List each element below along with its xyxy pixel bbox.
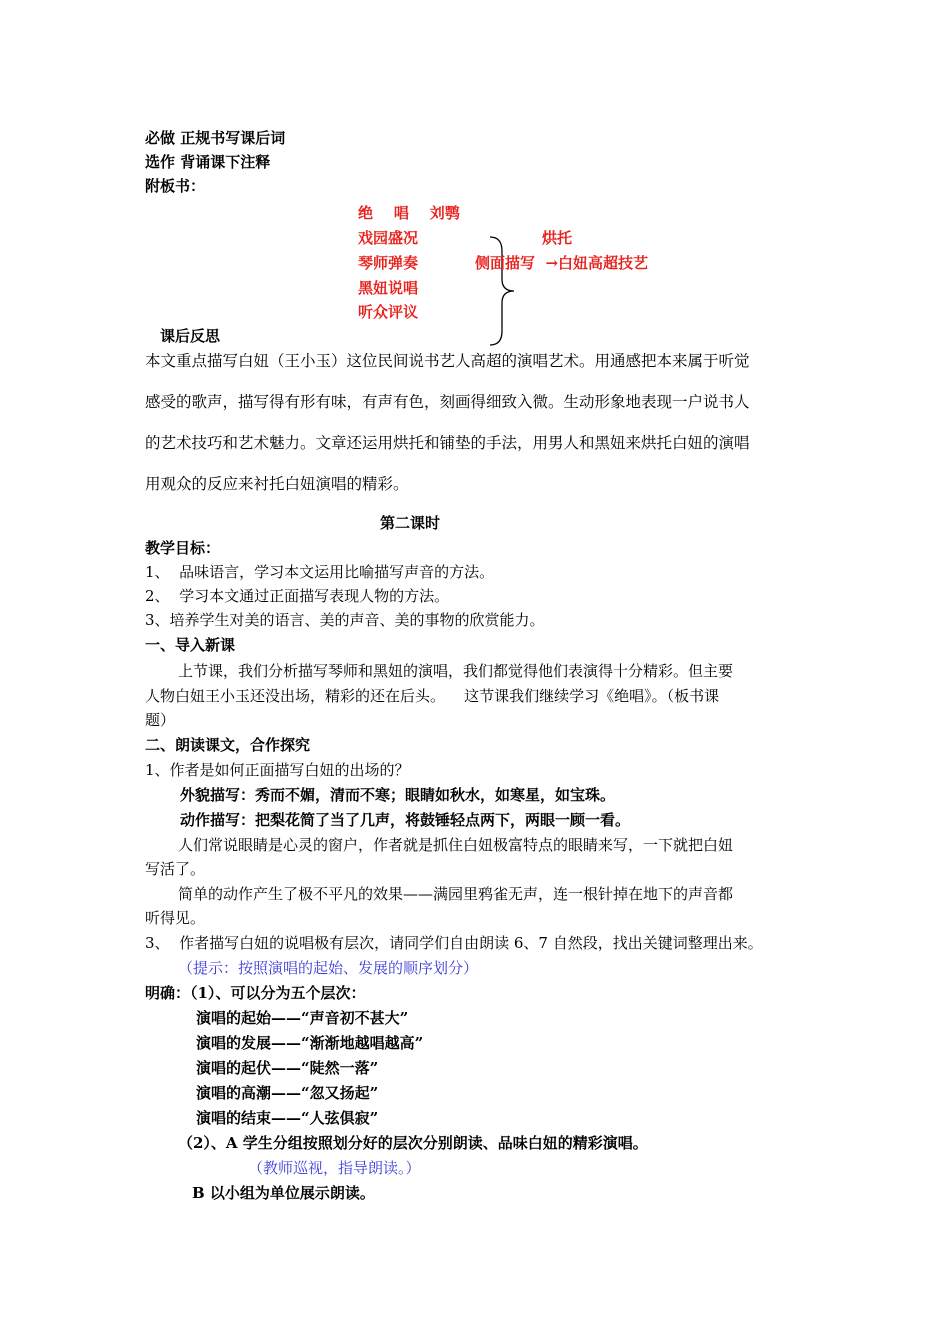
reflection-line: 本文重点描写白妞（王小玉）这位民间说书艺人高超的演唱艺术。用通感把本来属于听觉 xyxy=(145,352,750,370)
appearance-description: 外貌描写：秀而不媚，清而不寒；眼睛如秋水，如寒星，如宝珠。 xyxy=(180,786,616,804)
paragraph-line: 简单的动作产生了极不平凡的效果——满园里鸦雀无声，连一根针掉在地下的声音都 xyxy=(178,885,734,903)
homework-optional: 选作 背诵课下注释 xyxy=(145,153,271,171)
intro-line: 上节课，我们分析描写琴师和黑妞的演唱，我们都觉得他们表演得十分精彩。但主要 xyxy=(178,662,734,680)
section-heading: 一、导入新课 xyxy=(145,636,236,654)
level-item: 演唱的发展——“渐渐地越唱越高” xyxy=(196,1034,424,1052)
hint-note: （提示：按照演唱的起始、发展的顺序划分） xyxy=(178,959,479,977)
lesson-title: 第二课时 xyxy=(380,514,441,532)
reflection-line: 的艺术技巧和艺术魅力。文章还运用烘托和铺垫的手法，用男人和黑妞来烘托白妞的演唱 xyxy=(145,434,750,452)
reflection-heading: 课后反思 xyxy=(160,327,221,345)
level-item: 演唱的高潮——“忽又扬起” xyxy=(196,1084,379,1102)
question-1: 1、作者是如何正面描写白妞的出场的？ xyxy=(145,761,410,779)
step-2: （2）、A 学生分组按照划分好的层次分别朗读、品味白妞的精彩演唱。 xyxy=(178,1134,648,1152)
board-item: 听众评议 xyxy=(358,303,419,321)
board-side-top: 烘托 xyxy=(542,229,573,247)
level-item: 演唱的起始——“声音初不甚大” xyxy=(196,1009,409,1027)
goal-item: 1、 品味语言，学习本文运用比喻描写声音的方法。 xyxy=(145,563,495,581)
clarify-heading: 明确：（1）、可以分为五个层次： xyxy=(145,984,366,1002)
reflection-line: 用观众的反应来衬托白妞演唱的精彩。 xyxy=(145,475,409,493)
paragraph-line: 写活了。 xyxy=(145,860,206,878)
goals-heading: 教学目标： xyxy=(145,539,221,557)
board-side-main: 侧面描写 →白妞高超技艺 xyxy=(475,254,649,272)
step-b: B 以小组为单位展示朗读。 xyxy=(192,1184,375,1202)
action-description: 动作描写：把梨花简了当了几声，将鼓锤轻点两下，两眼一顾一看。 xyxy=(180,811,631,829)
teacher-note: （教师巡视，指导朗读。） xyxy=(248,1159,421,1177)
level-item: 演唱的起伏——“陡然一落” xyxy=(196,1059,379,1077)
paragraph-line: 听得见。 xyxy=(145,909,206,927)
board-title: 绝 唱 刘鹗 xyxy=(358,204,460,222)
goal-item: 3、培养学生对美的语言、美的声音、美的事物的欣赏能力。 xyxy=(145,611,545,629)
question-3: 3、 作者描写白妞的说唱极有层次，请同学们自由朗读 6、7 自然段，找出关键词整理出来。 xyxy=(145,934,763,952)
homework-required: 必做 正规书写课后词 xyxy=(145,129,286,147)
intro-line: 人物白妞王小玉还没出场，精彩的还在后头。 这节课我们继续学习《绝唱》。（板书课 xyxy=(145,687,720,705)
board-item: 戏园盛况 xyxy=(358,229,419,247)
board-item: 琴师弹奏 xyxy=(358,254,419,272)
board-label: 附板书： xyxy=(145,177,206,195)
intro-line: 题） xyxy=(145,711,176,729)
section-heading: 二、朗读课文，合作探究 xyxy=(145,736,311,754)
reflection-line: 感受的歌声，描写得有形有味，有声有色，刻画得细致入微。生动形象地表现一户说书人 xyxy=(145,393,750,411)
board-item: 黑妞说唱 xyxy=(358,279,419,297)
goal-item: 2、 学习本文通过正面描写表现人物的方法。 xyxy=(145,587,450,605)
right-brace-icon xyxy=(480,235,520,347)
paragraph-line: 人们常说眼睛是心灵的窗户，作者就是抓住白妞极富特点的眼睛来写，一下就把白妞 xyxy=(178,836,734,854)
level-item: 演唱的结束——“人弦俱寂” xyxy=(196,1109,379,1127)
